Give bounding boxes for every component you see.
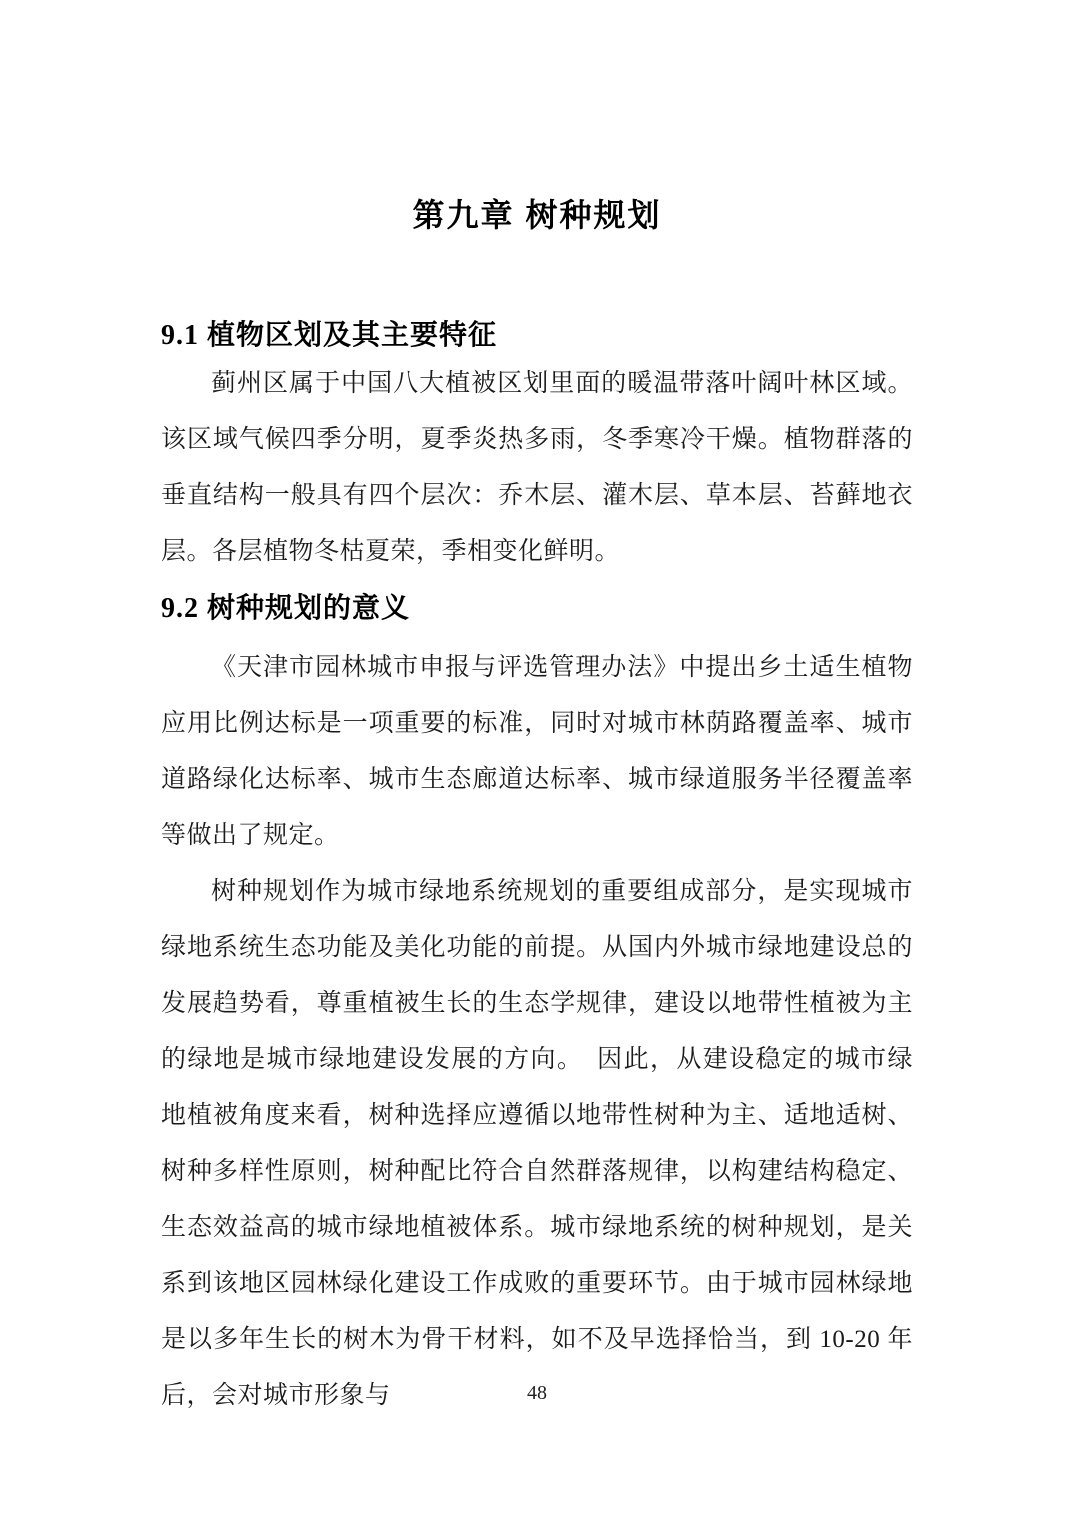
section-9-2	[161, 591, 913, 1424]
chapter-title: 第九章 树种规划	[412, 197, 662, 233]
paragraph-plant-zoning: 蓟州区属于中国八大植被区划里面的暖温带落叶阔叶林区域。该区域气候四季分明，夏季炎热多雨，冬季寒冷干燥。植物群落的垂直结构一般具有四个层次：乔木层、灌木层、草本层、苔藓地衣层。各层植物冬枯夏荣，季相变化鲜明。	[161, 370, 913, 565]
page-number: 48	[527, 1382, 547, 1404]
section-heading-9-2: 9.2 树种规划的意义	[161, 593, 411, 624]
paragraph-planning-significance: 树种规划作为城市绿地系统规划的重要组成部分，是实现城市绿地系统生态功能及美化功能的前提。从国内外城市绿地建设总的发展趋势看，尊重植被生长的生态学规律，建设以地带性植被为主的绿地是城市绿地建设发展的方向。 因此，从建设稳定的城市绿地植被角度来看，树种选择应遵循以地带性树种为主、适地适树、树种多样性原则，树种配比符合自然群落规律，以构建结构稳定、生态效益高的城市绿地植被体系。城市绿地系统的树种规划，是关系到该地区园林绿化建设工作成败的重要环节。由于城市园林绿地是以多年生长的树木为骨干材料，如不及早选择恰当，到 10-20 年后，会对城市形象与	[161, 878, 913, 1409]
paragraph-standards: 《天津市园林城市申报与评选管理办法》中提出乡土适生植物应用比例达标是一项重要的标准，同时对城市林荫路覆盖率、城市道路绿化达标率、城市生态廊道达标率、城市绿道服务半径覆盖率等做出了规定。	[161, 654, 913, 849]
section-heading-9-1: 9.1 植物区划及其主要特征	[161, 320, 498, 351]
section-9-1	[161, 318, 913, 580]
page-content	[161, 0, 913, 1424]
